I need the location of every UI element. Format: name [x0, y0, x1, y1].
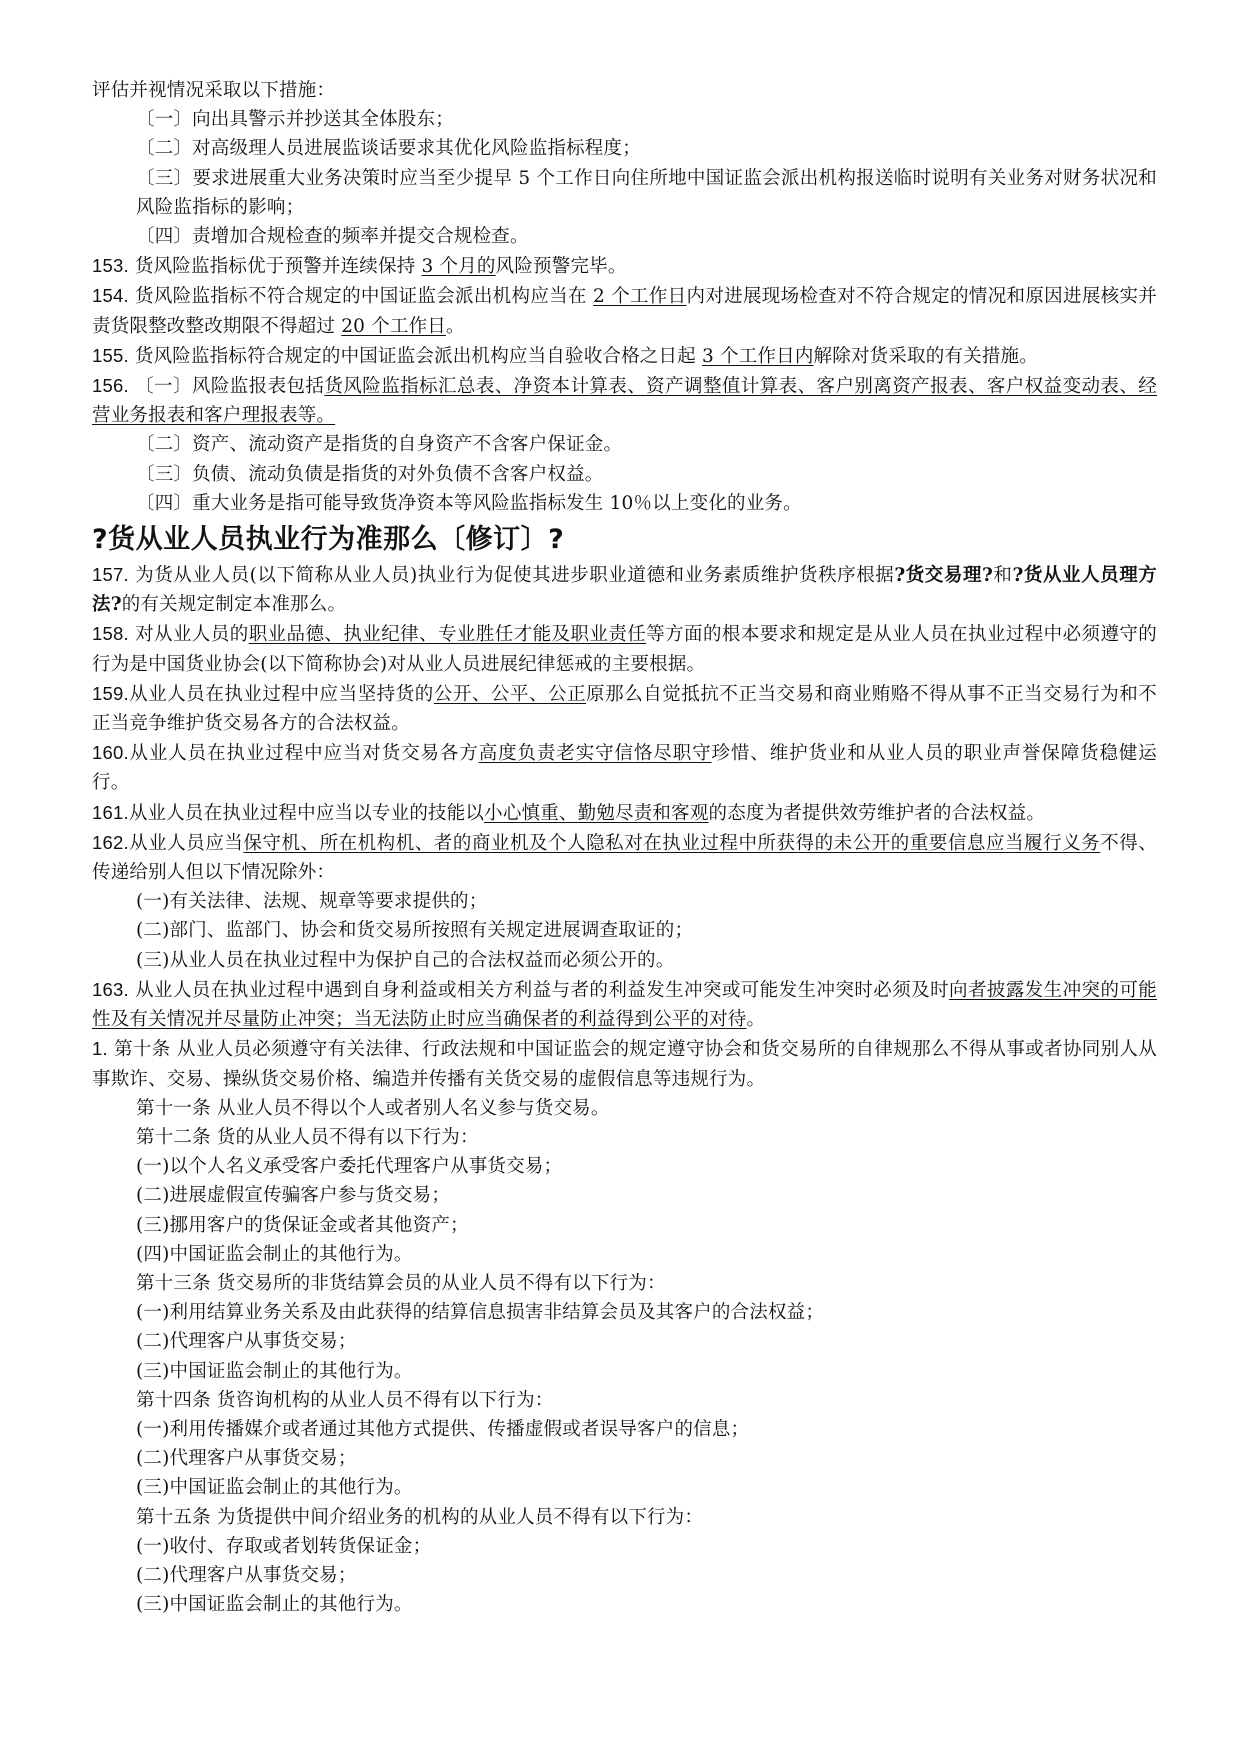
item-158	[92, 619, 1157, 678]
item-number: 1.	[92, 1038, 108, 1060]
item-text: 。	[746, 1009, 766, 1031]
item-text: 。	[446, 315, 465, 337]
underlined-text: 货风险监指标汇总表、净资本计算表、资产调整值计算表、客户别离资产报表、客户权益变动表、经营业务报表和客户理报表等。	[92, 376, 1157, 427]
underlined-text: 20 个工作日	[341, 315, 447, 337]
list-item: 〔四〕责增加合规检查的频率并提交合规检查。	[136, 226, 529, 248]
list-item: (一)有关法律、法规、规章等要求提供的；	[136, 891, 488, 913]
underlined-text: 2 个工作日	[593, 286, 687, 308]
item-number: 154.	[92, 285, 129, 307]
item-number: 159.	[92, 682, 129, 704]
item-text: 原那么自觉抵抗不正当交易和商业贿赂不得从事不正当交易行为和不正当竞争维护货交易各方的合法权益。	[92, 683, 1157, 735]
list-item: 〔一〕向出具警示并抄送其全体股东；	[136, 109, 454, 131]
item-number: 153.	[92, 255, 129, 277]
item-number: 157.	[92, 564, 129, 586]
item-1	[92, 1034, 1157, 1093]
list-item: 〔四〕重大业务是指可能导致货净资本等风险监指标发生 10％以上变化的业务。	[136, 492, 802, 514]
item-153	[92, 251, 1157, 281]
paragraph: 评估并视情况采取以下措施：	[92, 80, 336, 101]
item-text: 等方面的根本要求和规定是从业人员在执业过程中必须遵守的行为是中国货业协会(以下简称协会)对从业人员进展纪律惩戒的主要根据。	[92, 624, 1158, 675]
item-number: 158.	[92, 623, 129, 645]
item-number: 156.	[92, 375, 129, 397]
item-161	[92, 798, 1157, 828]
list-item: (一)以个人名义承受客户委托代理客户从事货交易；	[136, 1156, 563, 1178]
item-text: 从业人员在执业过程中遇到自身利益或相关方利益与者的利益发生冲突或可能发生冲突时必须及时	[128, 979, 950, 1001]
list-item: (三)中国证监会制止的其他行为。	[136, 1477, 413, 1499]
bold-text: ?货从业人员理方法?	[92, 565, 1157, 616]
item-number: 155.	[92, 344, 129, 366]
list-item: 〔二〕对高级理人员进展监谈话要求其优化风险监指标程度；	[136, 138, 641, 160]
list-item: (三)挪用客户的货保证金或者其他资产；	[136, 1214, 469, 1236]
item-156	[92, 371, 1157, 430]
article-15: 第十五条 为货提供中间介绍业务的机构的从业人员不得有以下行为：	[136, 1506, 704, 1528]
article-12: 第十二条 货的从业人员不得有以下行为：	[136, 1126, 479, 1148]
list-item: (二)代理客户从事货交易；	[136, 1331, 357, 1353]
item-text: 〔一〕风险监报表包括	[128, 376, 325, 398]
underlined-text: 公开、公平、公正	[433, 683, 587, 705]
item-text: 的有关规定制定本准那么。	[121, 594, 347, 616]
item-text: 为货从业人员(以下简称从业人员)执业行为促使其进步职业道德和业务素质维护货秩序根据	[128, 565, 895, 587]
item-157	[92, 560, 1157, 619]
list-item: (三)从业人员在执业过程中为保护自己的合法权益而必须公开的。	[136, 949, 675, 971]
item-text: 货风险监指标符合规定的中国证监会派出机构应当自验收合格之日起	[128, 345, 702, 367]
item-154	[92, 281, 1157, 340]
item-number: 161.	[92, 801, 129, 823]
underlined-text: 3 个月的	[421, 256, 496, 278]
list-item: (一)收付、存取或者划转货保证金；	[136, 1535, 432, 1557]
list-item: 〔三〕负债、流动负债是指货的对外负债不含客户权益。	[136, 463, 604, 485]
item-text: 风险预警完毕。	[495, 256, 627, 278]
underlined-text: 保守机、所在机构机、者的商业机及个人隐私对在执业过程中所获得的未公开的重要信息应当履行义务	[243, 832, 1101, 854]
list-item: (一)利用传播媒介或者通过其他方式提供、传播虚假或者误导客户的信息；	[136, 1418, 750, 1440]
list-item: (二)进展虚假宣传骗客户参与货交易；	[136, 1185, 451, 1207]
list-item: (二)部门、监部门、协会和货交易所按照有关规定进展调查取证的；	[136, 920, 694, 942]
bold-text: ?货交易理?	[894, 565, 994, 587]
item-text: 内对进展现场检查对不符合规定的情况和原因进展核实并责货限整改整改期限不得超过	[92, 286, 1157, 337]
article-13: 第十三条 货交易所的非货结算会员的从业人员不得有以下行为：	[136, 1272, 666, 1294]
article-14: 第十四条 货咨询机构的从业人员不得有以下行为：	[136, 1389, 554, 1411]
item-number: 163.	[92, 978, 129, 1000]
list-item: (一)利用结算业务关系及由此获得的结算信息损害非结算会员及其客户的合法权益；	[136, 1302, 825, 1324]
item-number: 160.	[92, 742, 129, 764]
list-item: (二)代理客户从事货交易；	[136, 1448, 357, 1470]
item-text: 从业人员应当	[128, 832, 244, 854]
list-item: 〔三〕要求进展重大业务决策时应当至少提早 5 个工作日向住所地中国证监会派出机构报送临时说明有关业务对财务状况和风险监指标的影响；	[136, 167, 1157, 218]
underlined-text: 向者披露发生冲突的可能性及有关情况并尽量防止冲突；当无法防止时应当确保者的利益得到公平的对待	[92, 979, 1158, 1031]
item-159	[92, 679, 1157, 738]
document-page	[92, 76, 1157, 1619]
article-11: 第十一条 从业人员不得以个人或者别人名义参与货交易。	[136, 1097, 610, 1119]
section-heading: ?货从业人员执业行为准那么〔修订〕?	[92, 524, 565, 556]
item-155	[92, 341, 1157, 371]
item-text: 对从业人员的	[128, 624, 249, 646]
list-item: (三)中国证监会制止的其他行为。	[136, 1360, 413, 1382]
item-163	[92, 975, 1157, 1034]
item-text: 从业人员在执业过程中应当对货交易各方	[128, 743, 479, 765]
item-number: 162.	[92, 831, 129, 853]
item-text: 第十条 从业人员必须遵守有关法律、行政法规和中国证监会的规定遵守协会和货交易所的自律规那么不得从事或者协同别人从事欺诈、交易、操纵货交易价格、编造并传播有关货交易的虚假信息等违规行为。	[92, 1039, 1157, 1090]
item-text: 不得、传递给别人但以下情况除外：	[92, 832, 1157, 884]
list-item: (三)中国证监会制止的其他行为。	[136, 1594, 413, 1616]
item-text: 的态度为者提供效劳维护者的合法权益。	[708, 802, 1046, 824]
list-item: (二)代理客户从事货交易；	[136, 1564, 357, 1586]
item-160	[92, 738, 1157, 797]
item-text: 珍惜、维护货业和从业人员的职业声誉保障货稳健运行。	[92, 743, 1157, 794]
item-text: 和	[993, 565, 1013, 587]
underlined-text: 高度负责老实守信恪尽职守	[478, 743, 712, 765]
item-text: 从业人员在执业过程中应当以专业的技能以	[128, 802, 485, 824]
list-item: 〔二〕资产、流动资产是指货的自身资产不含客户保证金。	[136, 434, 623, 456]
item-text: 货风险监指标不符合规定的中国证监会派出机构应当在	[128, 286, 594, 308]
list-item: (四)中国证监会制止的其他行为。	[136, 1243, 413, 1265]
underlined-text: 小心慎重、勤勉尽责和客观	[484, 802, 709, 824]
item-text: 货风险监指标优于预警并连续保持	[128, 256, 422, 278]
item-text: 解除对货采取的有关措施。	[813, 345, 1038, 367]
item-text: 从业人员在执业过程中应当坚持货的	[128, 683, 434, 705]
item-162	[92, 828, 1157, 887]
underlined-text: 3 个工作日内	[701, 345, 814, 367]
underlined-text: 职业品德、执业纪律、专业胜任才能及职业责任	[248, 624, 647, 646]
